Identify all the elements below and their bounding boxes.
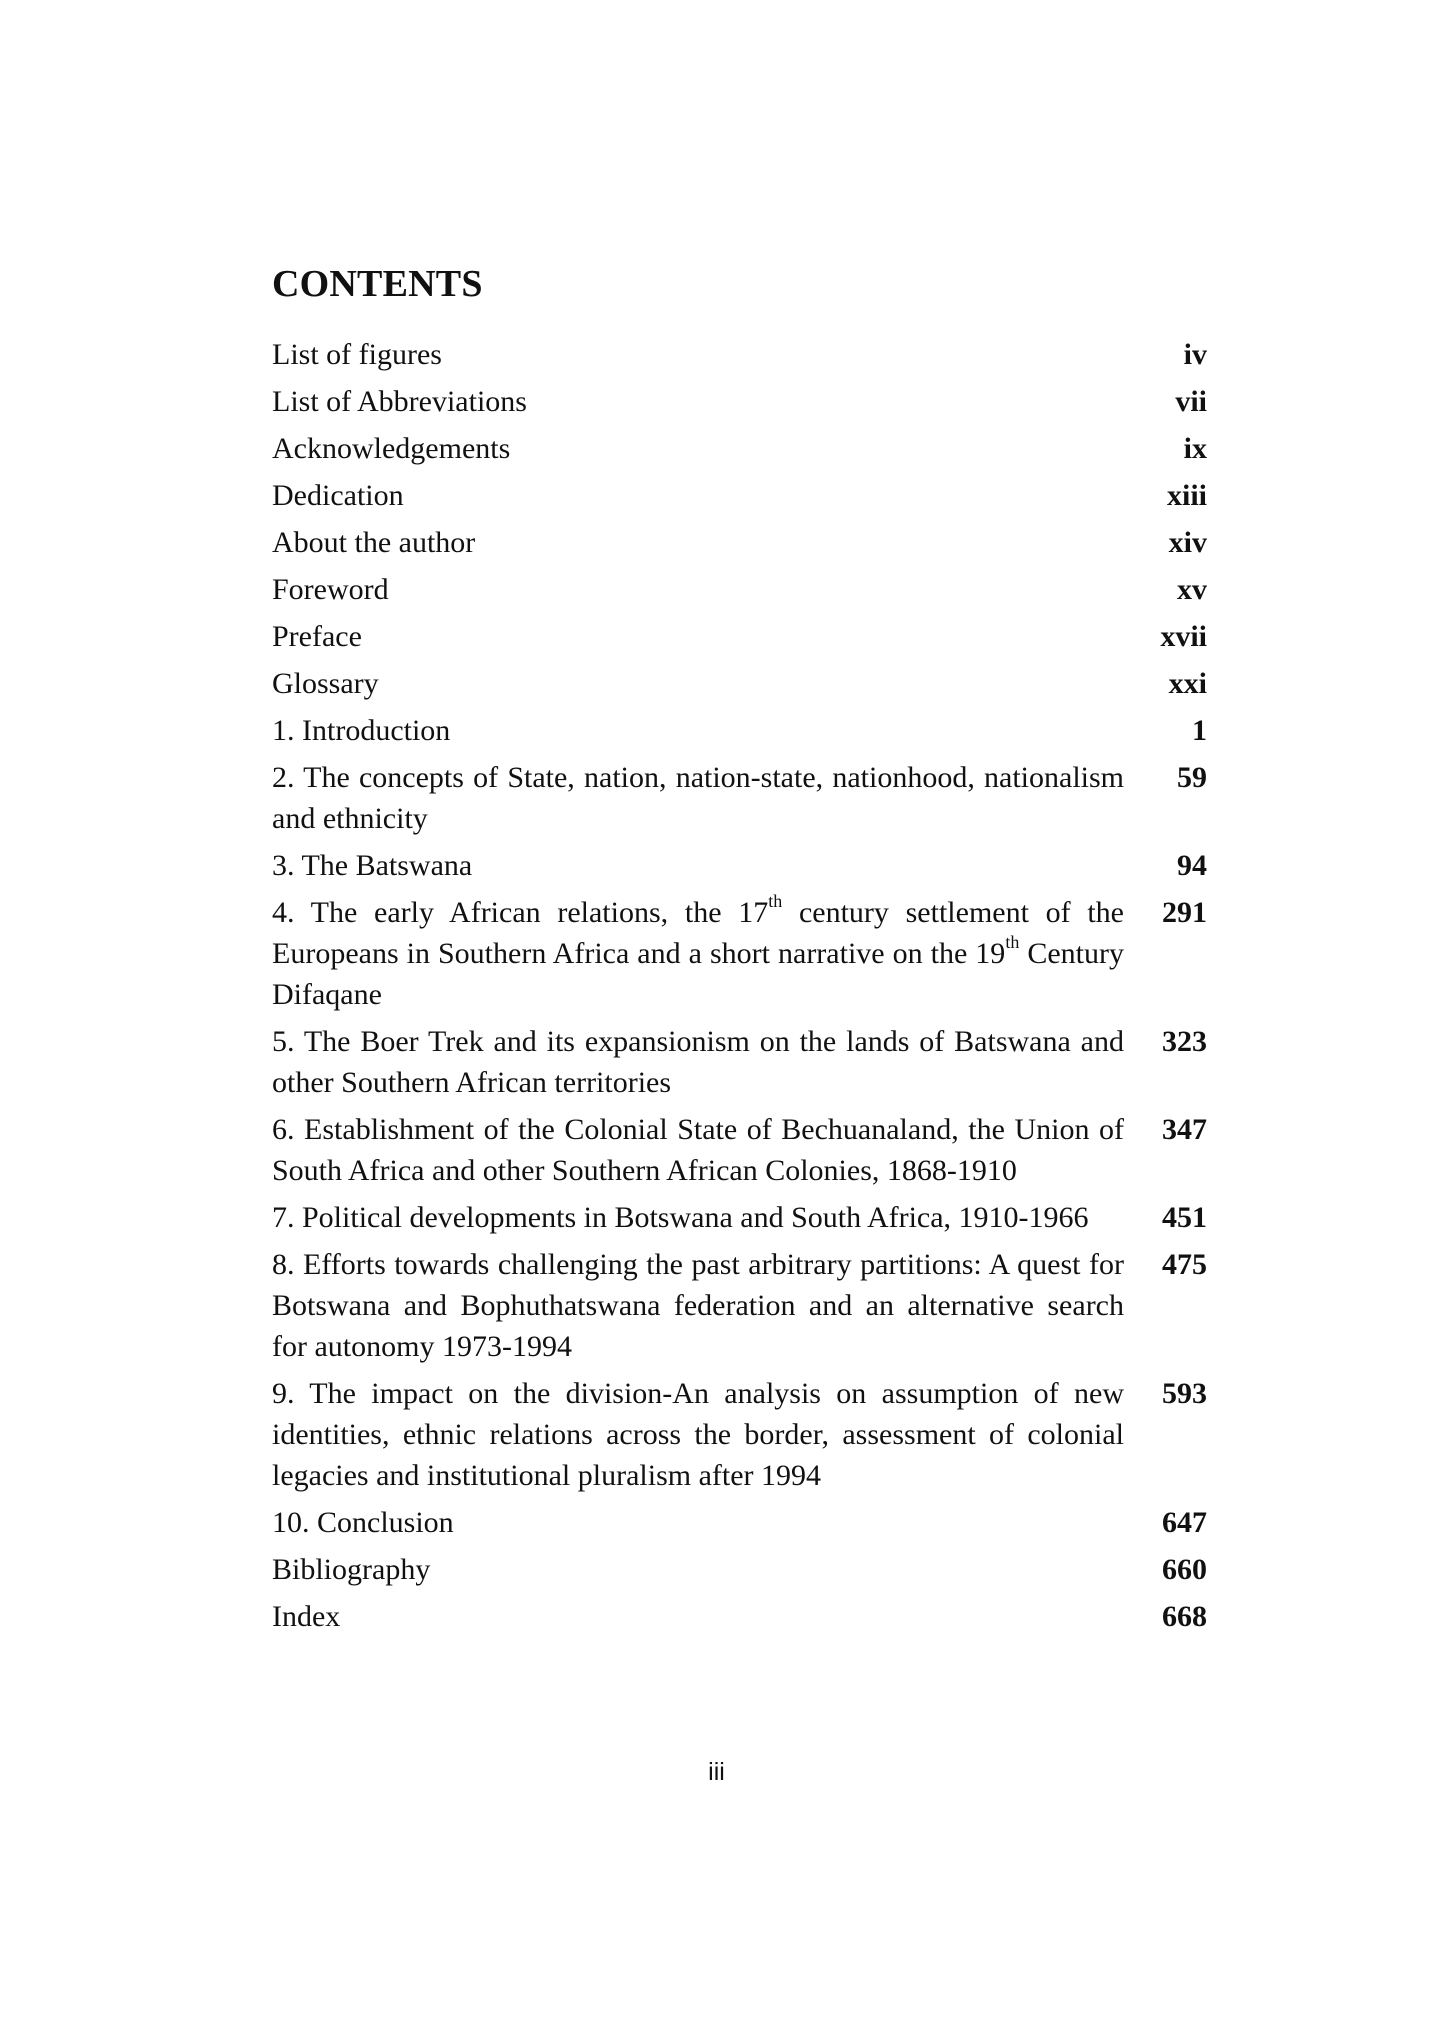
toc-entry-title: Bibliography [272, 1553, 431, 1586]
toc-entry-page: 647 [1162, 1506, 1207, 1539]
toc-entry-title: List of Abbreviations [272, 385, 527, 418]
title-text: century settlement of the Europeans in Southern Africa and a short narrative on the 19 [272, 896, 1124, 970]
toc-entry-page: 668 [1162, 1600, 1207, 1633]
toc-entry [272, 757, 1207, 839]
page-number: iii [708, 1758, 725, 1786]
toc-entry [272, 1502, 1207, 1543]
toc-entry-page: 291 [1162, 896, 1207, 929]
toc-entry-title: 8. Efforts towards challenging the past arbitrary partitions: A quest for Botswana and Bophuthatswana federation and an alternative search for autonomy 1973-1994 [272, 1248, 1124, 1363]
toc-entry [272, 1197, 1207, 1238]
toc-entry-page: 94 [1177, 849, 1207, 882]
toc-entry-title: 6. Establishment of the Colonial State of Bechuanaland, the Union of South Africa and other Southern African Colonies, 1868-1910 [272, 1113, 1124, 1187]
toc-entry-title: Dedication [272, 479, 404, 512]
toc-entry-page: vii [1175, 385, 1207, 418]
superscript: th [768, 891, 783, 911]
toc-entry [272, 1244, 1207, 1367]
toc-entry-page: 347 [1162, 1113, 1207, 1146]
toc-entry [272, 616, 1207, 657]
toc-entry-title: 1. Introduction [272, 714, 451, 747]
superscript: th [1005, 932, 1020, 952]
toc-entry-page: iv [1183, 338, 1207, 371]
toc-entry [272, 381, 1207, 422]
toc-entry-title: Glossary [272, 667, 379, 700]
toc-entry-page: 1 [1192, 714, 1207, 747]
toc-entry-title: Preface [272, 620, 362, 653]
toc-entry-title: Foreword [272, 573, 389, 606]
toc-entry [272, 845, 1207, 886]
toc-entry [272, 1109, 1207, 1191]
toc-entry-page: 323 [1162, 1025, 1207, 1058]
toc-entry-title: About the author [272, 526, 476, 559]
toc-entry [272, 1596, 1207, 1637]
toc-entry-page: xxi [1168, 667, 1207, 700]
toc-entry-title: 5. The Boer Trek and its expansionism on the lands of Batswana and other Southern African territories [272, 1025, 1124, 1099]
toc-entry-title: 10. Conclusion [272, 1506, 454, 1539]
toc-entry-title: Acknowledgements [272, 432, 511, 465]
title-text: Century Difaqane [272, 937, 1124, 1011]
toc-entry-page: xvii [1160, 620, 1207, 653]
toc-entry-page: xiv [1168, 526, 1207, 559]
toc-entry-page: ix [1183, 432, 1207, 465]
toc-entry [272, 522, 1207, 563]
toc-entry [272, 1021, 1207, 1103]
toc-entry-page: 593 [1162, 1377, 1207, 1410]
toc-entry-title: 3. The Batswana [272, 849, 473, 882]
toc-entry-page: 475 [1162, 1248, 1207, 1281]
toc-entry-title: List of figures [272, 338, 442, 371]
toc-entry-title: 9. The impact on the division-An analysis on assumption of new identities, ethnic relations across the border, assessment of colonial legacies and institutional pluralism after 1994 [272, 1377, 1124, 1492]
toc-entry [272, 1373, 1207, 1496]
toc-entry [272, 334, 1207, 375]
toc-entry-page: 59 [1177, 761, 1207, 794]
toc-entry [272, 663, 1207, 704]
toc-entry-title [272, 892, 1124, 1015]
toc-entry-title: 2. The concepts of State, nation, nation-state, nationhood, nationalism and ethnicity [272, 761, 1124, 835]
toc-entry [272, 892, 1207, 1015]
toc-entry [272, 1549, 1207, 1590]
toc-entry-page: xv [1177, 573, 1207, 606]
toc-entry-page: 660 [1162, 1553, 1207, 1586]
toc-entry-title: Index [272, 1600, 341, 1633]
toc-entry [272, 475, 1207, 516]
contents-heading: CONTENTS [272, 263, 483, 305]
toc-entry [272, 428, 1207, 469]
title-text: 4. The early African relations, the 17 [272, 896, 769, 929]
toc-entry [272, 710, 1207, 751]
toc-entry-title: 7. Political developments in Botswana and South Africa, 1910-1966 [272, 1201, 1089, 1234]
table-of-contents [272, 334, 1207, 1643]
toc-entry [272, 569, 1207, 610]
toc-entry-page: 451 [1162, 1201, 1207, 1234]
toc-entry-page: xiii [1166, 479, 1207, 512]
